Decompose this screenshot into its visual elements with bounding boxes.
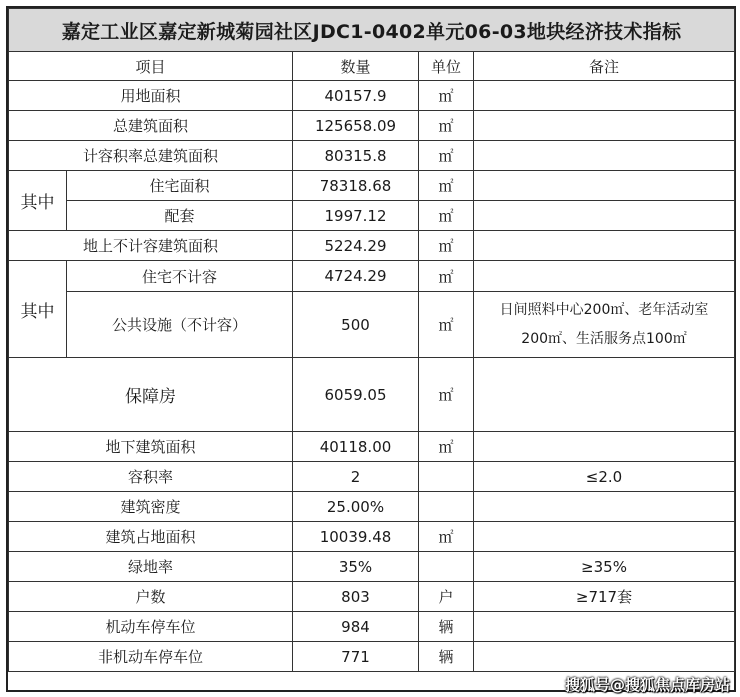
header-qty: 数量 bbox=[293, 52, 419, 81]
row-note: ≥35% bbox=[474, 552, 735, 582]
header-item: 项目 bbox=[9, 52, 293, 81]
row-item: 计容积率总建筑面积 bbox=[9, 141, 293, 171]
row-unit bbox=[419, 492, 474, 522]
table-row bbox=[9, 432, 735, 462]
row-note bbox=[474, 141, 735, 171]
row-unit: ㎡ bbox=[419, 261, 474, 292]
table-row bbox=[9, 612, 735, 642]
row-item: 容积率 bbox=[9, 462, 293, 492]
row-item: 地下建筑面积 bbox=[9, 432, 293, 462]
row-note: ≥717套 bbox=[474, 582, 735, 612]
table-row bbox=[9, 231, 735, 261]
row-item: 用地面积 bbox=[9, 81, 293, 111]
row-note bbox=[474, 231, 735, 261]
row-qty: 803 bbox=[293, 582, 419, 612]
row-item: 住宅面积 bbox=[67, 171, 293, 201]
table-title-row bbox=[9, 9, 735, 52]
row-qty: 4724.29 bbox=[293, 261, 419, 292]
row-item: 地上不计容建筑面积 bbox=[9, 231, 293, 261]
row-unit bbox=[419, 462, 474, 492]
row-item: 公共设施（不计容） bbox=[67, 292, 293, 358]
table-row bbox=[9, 81, 735, 111]
row-unit: ㎡ bbox=[419, 171, 474, 201]
header-note: 备注 bbox=[474, 52, 735, 81]
table-row bbox=[9, 522, 735, 552]
row-item: 绿地率 bbox=[9, 552, 293, 582]
table-row bbox=[9, 552, 735, 582]
row-unit: ㎡ bbox=[419, 522, 474, 552]
row-unit: 辆 bbox=[419, 612, 474, 642]
table-row bbox=[9, 642, 735, 672]
table-row bbox=[9, 582, 735, 612]
row-note bbox=[474, 171, 735, 201]
table-row bbox=[9, 111, 735, 141]
indicator-table-container bbox=[6, 6, 736, 692]
row-qty: 40157.9 bbox=[293, 81, 419, 111]
row-note bbox=[474, 642, 735, 672]
row-qty: 984 bbox=[293, 612, 419, 642]
group-label-1: 其中 bbox=[9, 171, 67, 231]
row-note bbox=[474, 261, 735, 292]
table-header-row bbox=[9, 52, 735, 81]
row-unit: ㎡ bbox=[419, 432, 474, 462]
row-qty: 35% bbox=[293, 552, 419, 582]
header-unit: 单位 bbox=[419, 52, 474, 81]
row-note bbox=[474, 492, 735, 522]
row-unit: 户 bbox=[419, 582, 474, 612]
row-unit: ㎡ bbox=[419, 292, 474, 358]
row-note bbox=[474, 111, 735, 141]
row-note bbox=[474, 201, 735, 231]
row-unit: ㎡ bbox=[419, 111, 474, 141]
row-unit: ㎡ bbox=[419, 81, 474, 111]
group-label-2: 其中 bbox=[9, 261, 67, 358]
row-item: 户数 bbox=[9, 582, 293, 612]
note-line-1: 日间照料中心200㎡、老年活动室 bbox=[499, 301, 709, 318]
row-qty: 80315.8 bbox=[293, 141, 419, 171]
row-note bbox=[474, 358, 735, 432]
row-unit: ㎡ bbox=[419, 231, 474, 261]
table-row bbox=[9, 492, 735, 522]
row-note bbox=[474, 612, 735, 642]
row-note bbox=[474, 432, 735, 462]
row-item: 非机动车停车位 bbox=[9, 642, 293, 672]
row-qty: 1997.12 bbox=[293, 201, 419, 231]
row-unit: ㎡ bbox=[419, 201, 474, 231]
watermark: 搜狐号@搜狐焦点库房站 bbox=[564, 676, 730, 694]
row-item: 机动车停车位 bbox=[9, 612, 293, 642]
table-row bbox=[9, 171, 735, 201]
row-item: 住宅不计容 bbox=[67, 261, 293, 292]
table-row bbox=[9, 201, 735, 231]
table-row bbox=[9, 358, 735, 432]
row-qty: 2 bbox=[293, 462, 419, 492]
row-item: 总建筑面积 bbox=[9, 111, 293, 141]
row-qty: 500 bbox=[293, 292, 419, 358]
row-qty: 10039.48 bbox=[293, 522, 419, 552]
row-qty: 125658.09 bbox=[293, 111, 419, 141]
row-unit: 辆 bbox=[419, 642, 474, 672]
indicator-table bbox=[8, 8, 735, 672]
row-qty: 25.00% bbox=[293, 492, 419, 522]
row-item: 配套 bbox=[67, 201, 293, 231]
row-unit: ㎡ bbox=[419, 358, 474, 432]
row-unit: ㎡ bbox=[419, 141, 474, 171]
row-qty: 78318.68 bbox=[293, 171, 419, 201]
row-qty: 5224.29 bbox=[293, 231, 419, 261]
row-note bbox=[474, 522, 735, 552]
table-title: 嘉定工业区嘉定新城菊园社区JDC1-0402单元06-03地块经济技术指标 bbox=[9, 9, 735, 52]
row-item: 建筑密度 bbox=[9, 492, 293, 522]
row-note bbox=[474, 81, 735, 111]
row-item: 保障房 bbox=[9, 358, 293, 432]
note-line-2: 200㎡、生活服务点100㎡ bbox=[521, 330, 687, 347]
row-unit bbox=[419, 552, 474, 582]
row-item: 建筑占地面积 bbox=[9, 522, 293, 552]
row-qty: 40118.00 bbox=[293, 432, 419, 462]
table-row bbox=[9, 261, 735, 292]
row-note bbox=[474, 292, 735, 358]
row-qty: 771 bbox=[293, 642, 419, 672]
table-row bbox=[9, 292, 735, 358]
table-row bbox=[9, 462, 735, 492]
row-qty: 6059.05 bbox=[293, 358, 419, 432]
row-note: ≤2.0 bbox=[474, 462, 735, 492]
table-row bbox=[9, 141, 735, 171]
